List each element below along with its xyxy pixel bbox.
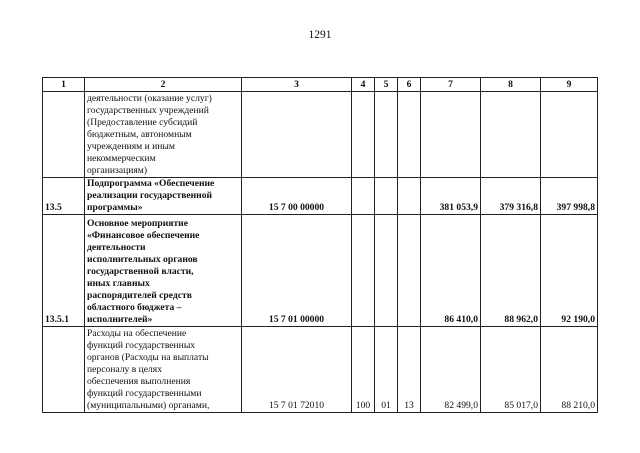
header-cell: 7	[421, 78, 481, 92]
row-number: 13.5.1	[43, 215, 85, 327]
header-cell: 6	[398, 78, 421, 92]
row-v8: 85 017,0	[481, 327, 541, 413]
row-code	[242, 92, 352, 178]
row-code: 15 7 00 00000	[242, 178, 352, 215]
row-c5	[375, 215, 398, 327]
table-row	[43, 178, 598, 215]
row-v9: 397 998,8	[541, 178, 598, 215]
row-v7: 82 499,0	[421, 327, 481, 413]
row-c5: 01	[375, 327, 398, 413]
row-c4	[352, 215, 375, 327]
header-cell: 9	[541, 78, 598, 92]
row-v7: 381 053,9	[421, 178, 481, 215]
row-v7	[421, 92, 481, 178]
row-code: 15 7 01 72010	[242, 327, 352, 413]
table-row	[43, 215, 598, 327]
header-cell: 4	[352, 78, 375, 92]
row-name	[85, 215, 242, 327]
row-v9: 92 190,0	[541, 215, 598, 327]
header-cell: 5	[375, 78, 398, 92]
header-cell: 2	[85, 78, 242, 92]
row-c4	[352, 92, 375, 178]
row-number	[43, 92, 85, 178]
row-c6	[398, 178, 421, 215]
row-c5	[375, 92, 398, 178]
row-number: 13.5	[43, 178, 85, 215]
header-cell: 1	[43, 78, 85, 92]
row-v9	[541, 92, 598, 178]
row-name	[85, 92, 242, 178]
row-name-text: Подпрограмма «Обеспечение реализации государственной программы»	[87, 178, 215, 213]
table-row	[43, 327, 598, 413]
row-c4	[352, 178, 375, 215]
row-c6	[398, 215, 421, 327]
budget-table	[42, 77, 598, 413]
header-cell: 3	[242, 78, 352, 92]
row-v8: 379 316,8	[481, 178, 541, 215]
header-cell: 8	[481, 78, 541, 92]
row-v8	[481, 92, 541, 178]
row-c5	[375, 178, 398, 215]
row-name	[85, 327, 242, 413]
row-name-text: деятельности (оказание услуг) государственных учреждений (Предоставление субсидий бюджетным, автономным учреждениям и иным некоммерческим организациям)	[87, 93, 212, 176]
row-c6	[398, 92, 421, 178]
row-c4: 100	[352, 327, 375, 413]
row-code: 15 7 01 00000	[242, 215, 352, 327]
row-v7: 86 410,0	[421, 215, 481, 327]
row-name-text: Расходы на обеспечение функций государственных органов (Расходы на выплаты персоналу в целях обеспечения выполнения функций государственными (муниципальными) органами,	[87, 328, 210, 411]
row-name-text: Основное мероприятие «Финансовое обеспечение деятельности исполнительных органов государственной власти, иных главных распорядителей средств областного бюджета – исполнителей»	[87, 218, 200, 325]
row-number	[43, 327, 85, 413]
row-v8: 88 962,0	[481, 215, 541, 327]
row-v9: 88 210,0	[541, 327, 598, 413]
page-number: 1291	[308, 29, 332, 41]
table-header-row	[43, 78, 598, 92]
row-c6: 13	[398, 327, 421, 413]
row-name	[85, 178, 242, 215]
table-row	[43, 92, 598, 178]
